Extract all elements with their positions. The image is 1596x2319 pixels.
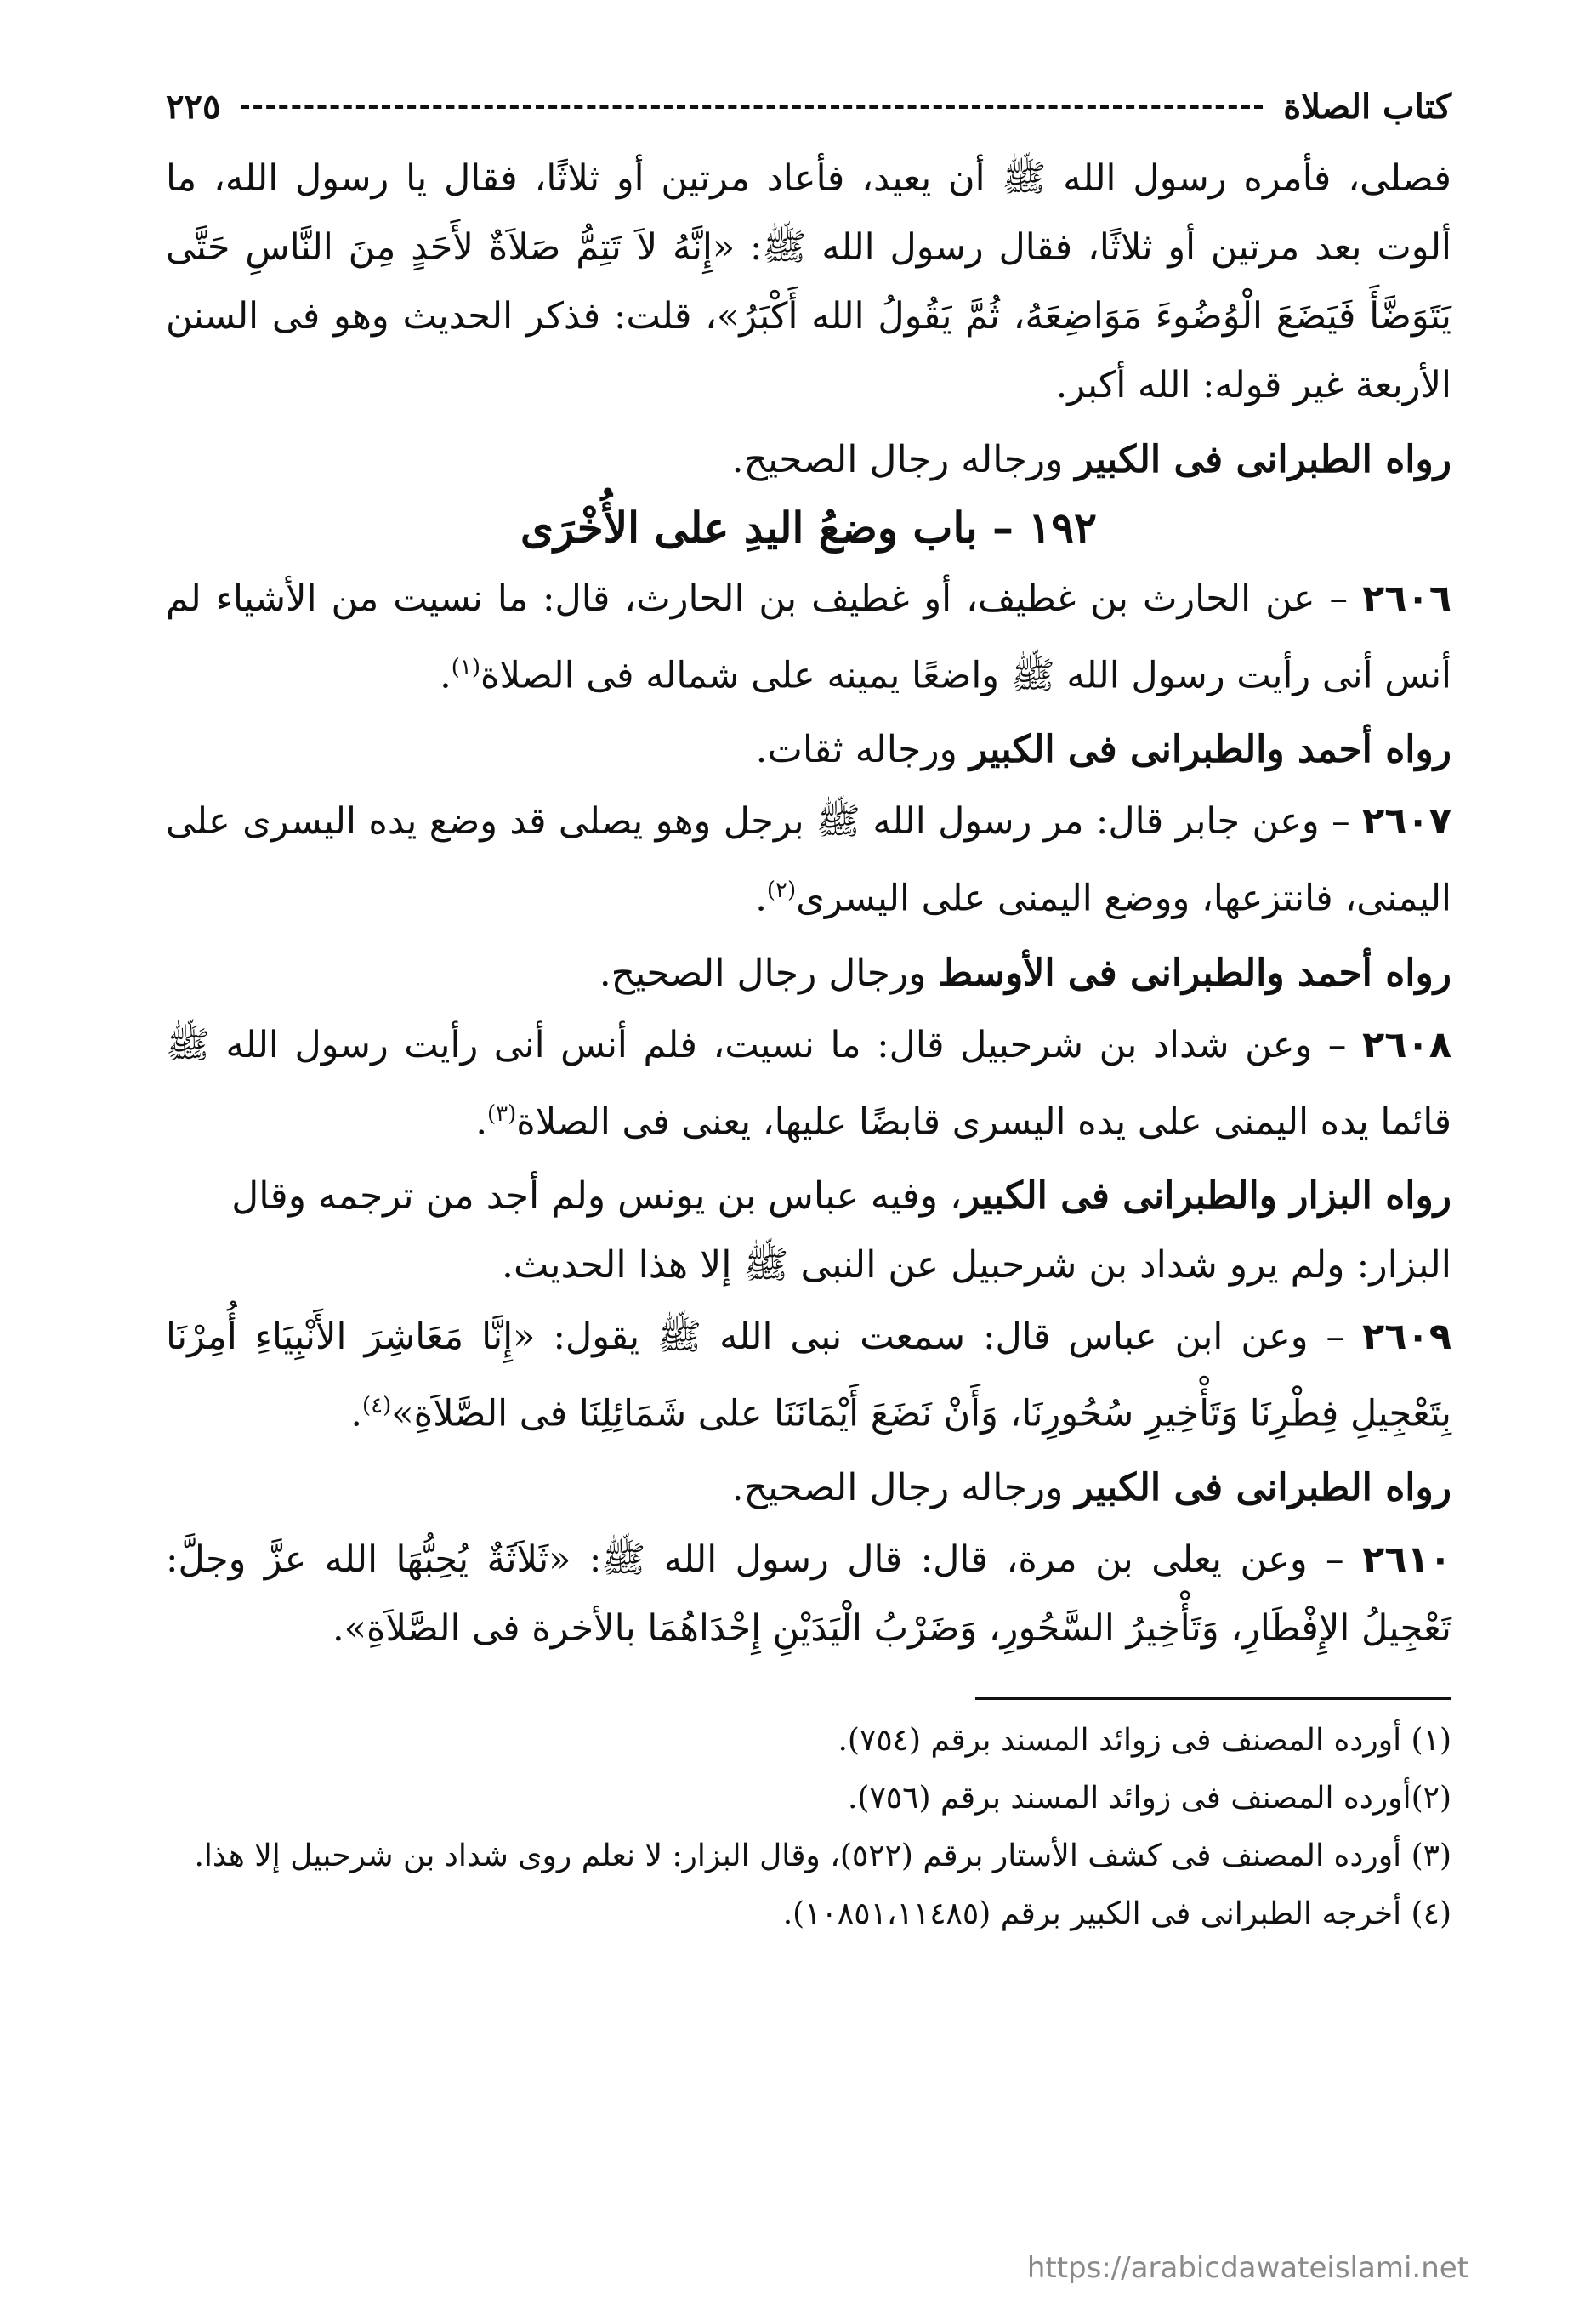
hadith-text: – وعن يعلى بن مرة، قال: قال رسول الله ﷺ: «ثَلاَثَةٌ يُحِبُّهَا الله عزَّ وجلَّ: تَعْجِيلُ الإِفْطَارِ، وَتَأْخِيرُ السَّحُورِ، وَضَرْبُ الْيَدَيْنِ إِحْدَاهُمَا بالأخرة فى الصَّلاَةِ». — [166, 1538, 1451, 1651]
page-header — [166, 68, 1451, 145]
narration-2609 — [166, 1453, 1451, 1522]
footnote-ref: (١) — [451, 655, 481, 680]
hadith-number: ٢٦٠٨ — [1362, 1023, 1451, 1066]
footnote-ref: (٢) — [766, 878, 797, 904]
book-title: كتاب الصلاة — [1283, 86, 1451, 127]
page-content — [166, 68, 1451, 2268]
narrator-bold: رواه أحمد والطبرانى فى الكبير — [968, 728, 1451, 772]
narrator-rest: ورجال رجال الصحيح. — [599, 951, 939, 995]
narration-2607 — [166, 939, 1451, 1008]
hadith-2607: ٢٦٠٧ – وعن جابر قال: مر رسول الله ﷺ برجل وهو يصلى قد وضع يده اليسرى على اليمنى، فانتزعها، ووضع اليمنى على اليسرى$^{(٢)}$. — [166, 800, 1451, 920]
hadith-2610 — [166, 1526, 1451, 1663]
hadith-number: ٢٦٠٩ — [1362, 1315, 1451, 1358]
watermark-url: https://arabicdawateislami.net — [1026, 2251, 1468, 2285]
narrator-rest: ورجاله ثقات. — [755, 728, 969, 772]
page-number: ٢٢٥ — [166, 86, 221, 127]
chapter-heading: ١٩٢ – باب وضعُ اليدِ على الأُخْرَى — [520, 503, 1097, 553]
hadith-text: – وعن جابر قال: مر رسول الله ﷺ برجل وهو يصلى قد وضع يده اليسرى على اليمنى، فانتزعها، ووضع اليمنى على اليسرى — [166, 800, 1451, 920]
header-rule — [241, 105, 1263, 109]
narrator-bold: رواه أحمد والطبرانى فى الأوسط — [938, 951, 1451, 995]
hadith-2608: ٢٦٠٨ – وعن شداد بن شرحبيل قال: ما نسيت، فلم أنس أنى رأيت رسول الله ﷺ قائما يده اليمنى على يده اليسرى قابضًا عليها، يعنى فى الصلاة$^{(٣)}$. — [166, 1023, 1451, 1143]
narrator-rest: ، وفيه عباس بن يونس ولم أجد من ترجمه وقال البزار: ولم يرو شداد بن شرحبيل عن النبى ﷺ إلا هذا الحديث. — [231, 1174, 1451, 1287]
narration-2606 — [166, 715, 1451, 784]
footnote-4: (٤) أخرجه الطبرانى فى الكبير برقم (١٠٨٥١،١١٤٨٥). — [782, 1896, 1451, 1932]
hadith-2606: ٢٦٠٦ – عن الحارث بن غطيف، أو غطيف بن الحارث، قال: ما نسيت من الأشياء لم أنس أنى رأيت رسول الله ﷺ واضعًا يمينه على شماله فى الصلاة$^{(١)}$. — [166, 577, 1451, 697]
narrator-rest: ورجاله رجال الصحيح. — [731, 1466, 1076, 1510]
narrator-bold: رواه البزار والطبرانى فى الكبير — [962, 1174, 1451, 1218]
hadith-text: – وعن شداد بن شرحبيل قال: ما نسيت، فلم أنس أنى رأيت رسول الله ﷺ قائما يده اليمنى على يده اليسرى قابضًا عليها، يعنى فى الصلاة — [166, 1023, 1451, 1143]
footnote-ref: (٤) — [362, 1392, 392, 1418]
hadith-number: ٢٦١٠ — [1362, 1538, 1451, 1582]
narrator-bold: رواه الطبرانى فى الكبير — [1075, 438, 1451, 481]
hadith-text: – عن الحارث بن غطيف، أو غطيف بن الحارث، قال: ما نسيت من الأشياء لم أنس أنى رأيت رسول الله ﷺ واضعًا يمينه على شماله فى الصلاة — [166, 577, 1451, 697]
hadith-text: – وعن ابن عباس قال: سمعت نبى الله ﷺ يقول: «إِنَّا مَعَاشِرَ الأَنْبِيَاءِ أُمِرْنَا بِتَعْجِيلِ فِطْرِنَا وَتَأْخِيرِ سُحُورِنَا، وَأَنْ نَضَعَ أَيْمَانَنَا على شَمَائِلِنَا فى الصَّلاَةِ» — [166, 1315, 1451, 1435]
paragraph-intro: فصلى، فأمره رسول الله ﷺ أن يعيد، فأعاد مرتين أو ثلاثًا، فقال يا رسول الله، ما ألوت بعد مرتين أو ثلاثًا، فقال رسول الله ﷺ: «إِنَّهُ لاَ تَتِمُّ صَلاَةٌ لأَحَدٍ مِنَ النَّاسِ حَتَّى يَتَوَضَّأَ فَيَضَعَ الْوُضُوءَ مَوَاضِعَهُ، ثُمَّ يَقُولُ الله أَكْبَرُ»، قلت: فذكر الحديث وهو فى السنن الأربعة غير قوله: الله أكبر. — [166, 157, 1451, 406]
footnote-ref: (٣) — [486, 1100, 517, 1127]
narrator-rest: ورجاله رجال الصحيح. — [731, 438, 1076, 481]
footnote-separator — [975, 1697, 1451, 1700]
narration-2608 — [166, 1162, 1451, 1299]
narration-intro — [166, 425, 1451, 494]
hadith-2609: ٢٦٠٩ – وعن ابن عباس قال: سمعت نبى الله ﷺ يقول: «إِنَّا مَعَاشِرَ الأَنْبِيَاءِ أُمِرْنَا بِتَعْجِيلِ فِطْرِنَا وَتَأْخِيرِ سُحُورِنَا، وَأَنْ نَضَعَ أَيْمَانَنَا على شَمَائِلِنَا فى الصَّلاَةِ»$^{(٤)}$. — [166, 1315, 1451, 1435]
footnote-3: (٣) أورده المصنف فى كشف الأستار برقم (٥٢٢)، وقال البزار: لا نعلم روى شداد بن شرحبيل إلا هذا. — [194, 1839, 1451, 1874]
narrator-bold: رواه الطبرانى فى الكبير — [1075, 1466, 1451, 1510]
footnote-1: (١) أورده المصنف فى زوائد المسند برقم (٧٥٤). — [838, 1723, 1451, 1759]
hadith-number: ٢٦٠٧ — [1362, 800, 1451, 844]
footnote-2: (٢)أورده المصنف فى زوائد المسند برقم (٧٥٦). — [847, 1781, 1451, 1816]
hadith-number: ٢٦٠٦ — [1362, 577, 1451, 620]
